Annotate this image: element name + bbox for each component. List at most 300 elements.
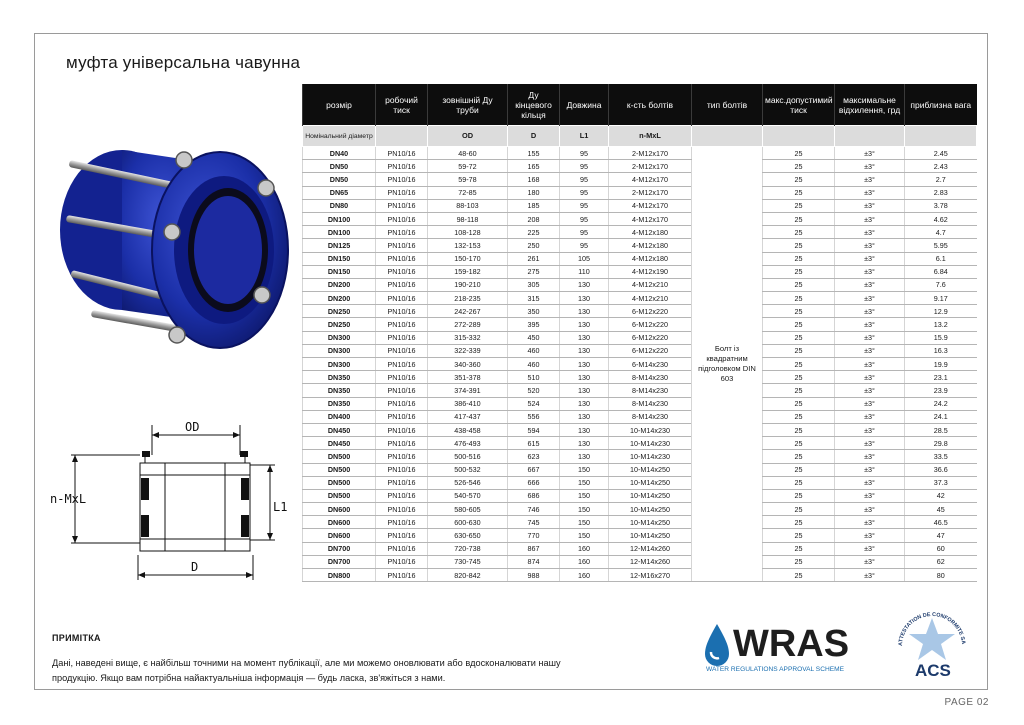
- subheader-cell: Номінальний діаметр: [303, 126, 376, 147]
- table-cell: DN500: [303, 450, 376, 463]
- table-cell: 275: [508, 265, 560, 278]
- table-cell: PN10/16: [376, 476, 428, 489]
- table-row: [303, 371, 977, 384]
- table-cell: ±3°: [835, 147, 905, 160]
- drawing-label-d: D: [191, 560, 199, 574]
- table-cell: ±3°: [835, 450, 905, 463]
- table-cell: 130: [560, 410, 609, 423]
- table-cell: PN10/16: [376, 423, 428, 436]
- table-row: [303, 503, 977, 516]
- table-cell: 874: [508, 555, 560, 568]
- table-cell: DN600: [303, 529, 376, 542]
- table-cell: 25: [763, 450, 835, 463]
- table-row: [303, 212, 977, 225]
- table-cell: DN600: [303, 503, 376, 516]
- table-cell: 520: [508, 384, 560, 397]
- table-cell: DN500: [303, 476, 376, 489]
- table-cell: ±3°: [835, 529, 905, 542]
- table-cell: 25: [763, 344, 835, 357]
- note-text: Дані, наведені вище, є найбільш точними на момент публікації, але ми можемо оновлювати або вдосконалювати нашу продукцію. Якщо вам потрібна найактуальніша інформація — будь ласка, зв'яжіться з нами.: [52, 658, 561, 683]
- table-cell: ±3°: [835, 331, 905, 344]
- table-cell: 42: [905, 489, 977, 502]
- table-cell: 160: [560, 542, 609, 555]
- table-row: [303, 160, 977, 173]
- table-cell: 4-M12x210: [609, 278, 692, 291]
- col-header: розмір: [303, 84, 376, 126]
- table-cell: 29.8: [905, 437, 977, 450]
- subheader-cell: OD: [428, 126, 508, 147]
- col-header: приблизна вага: [905, 84, 977, 126]
- svg-text:ATTESTATION DE CONFORMITE SANI: ATTESTATION DE CONFORMITE SA: [897, 611, 966, 647]
- table-cell: 322-339: [428, 344, 508, 357]
- table-cell: 46.5: [905, 516, 977, 529]
- page-number: PAGE 02: [944, 697, 989, 708]
- col-header: Довжина: [560, 84, 609, 126]
- col-header: зовнішній Ду труби: [428, 84, 508, 126]
- table-cell: 130: [560, 278, 609, 291]
- table-cell: DN250: [303, 305, 376, 318]
- subheader-cell: L1: [560, 126, 609, 147]
- table-cell: 47: [905, 529, 977, 542]
- table-cell: ±3°: [835, 160, 905, 173]
- coupling-product-image: [52, 120, 292, 370]
- table-cell: 130: [560, 450, 609, 463]
- table-cell: PN10/16: [376, 358, 428, 371]
- table-cell: DN500: [303, 489, 376, 502]
- table-cell: 2.45: [905, 147, 977, 160]
- table-cell: PN10/16: [376, 463, 428, 476]
- table-cell: 25: [763, 489, 835, 502]
- table-cell: PN10/16: [376, 278, 428, 291]
- table-cell: 13.2: [905, 318, 977, 331]
- table-subheader-row: [303, 126, 977, 147]
- subheader-cell: n-MxL: [609, 126, 692, 147]
- table-cell: 623: [508, 450, 560, 463]
- table-row: [303, 384, 977, 397]
- table-cell: 526-546: [428, 476, 508, 489]
- table-cell: ±3°: [835, 265, 905, 278]
- table-cell: ±3°: [835, 173, 905, 186]
- table-cell: 450: [508, 331, 560, 344]
- table-cell: 160: [560, 555, 609, 568]
- table-cell: 25: [763, 186, 835, 199]
- acs-word: ACS: [915, 661, 951, 680]
- table-cell: 386-410: [428, 397, 508, 410]
- table-cell: 6-M12x220: [609, 344, 692, 357]
- table-row: [303, 252, 977, 265]
- table-row: [303, 199, 977, 212]
- table-row: [303, 186, 977, 199]
- table-cell: 37.3: [905, 476, 977, 489]
- table-cell: DN100: [303, 212, 376, 225]
- table-row: [303, 358, 977, 371]
- table-row: [303, 331, 977, 344]
- table-cell: DN400: [303, 410, 376, 423]
- table-cell: 130: [560, 437, 609, 450]
- table-cell: DN450: [303, 423, 376, 436]
- subheader-cell: [692, 126, 763, 147]
- table-cell: DN150: [303, 265, 376, 278]
- table-cell: 6.84: [905, 265, 977, 278]
- table-cell: PN10/16: [376, 371, 428, 384]
- table-cell: 4-M12x180: [609, 252, 692, 265]
- table-cell: 95: [560, 186, 609, 199]
- table-cell: 150-170: [428, 252, 508, 265]
- table-cell: 25: [763, 397, 835, 410]
- table-cell: 12-M16x270: [609, 569, 692, 582]
- table-cell: 867: [508, 542, 560, 555]
- table-row: [303, 278, 977, 291]
- table-cell: 150: [560, 489, 609, 502]
- table-cell: DN150: [303, 252, 376, 265]
- table-row: [303, 516, 977, 529]
- subheader-cell: [376, 126, 428, 147]
- table-row: [303, 397, 977, 410]
- table-cell: 95: [560, 160, 609, 173]
- table-cell: ±3°: [835, 186, 905, 199]
- table-cell: 25: [763, 503, 835, 516]
- table-cell: 460: [508, 344, 560, 357]
- table-cell: PN10/16: [376, 542, 428, 555]
- table-cell: 10-M14x250: [609, 516, 692, 529]
- table-cell: 4-M12x190: [609, 265, 692, 278]
- table-cell: DN100: [303, 226, 376, 239]
- table-cell: 4.62: [905, 212, 977, 225]
- table-cell: 130: [560, 358, 609, 371]
- table-cell: 160: [560, 569, 609, 582]
- col-header: максимальне відхилення, грд: [835, 84, 905, 126]
- table-cell: 630-650: [428, 529, 508, 542]
- table-cell: 25: [763, 371, 835, 384]
- table-cell: 25: [763, 384, 835, 397]
- table-cell: 23.1: [905, 371, 977, 384]
- table-cell: 340-360: [428, 358, 508, 371]
- col-header: тип болтів: [692, 84, 763, 126]
- table-cell: 770: [508, 529, 560, 542]
- table-cell: 4.7: [905, 226, 977, 239]
- table-cell: 25: [763, 292, 835, 305]
- table-cell: 12.9: [905, 305, 977, 318]
- wras-logo: [703, 616, 868, 674]
- table-cell: 25: [763, 542, 835, 555]
- table-cell: ±3°: [835, 516, 905, 529]
- table-cell: 4-M12x210: [609, 292, 692, 305]
- table-cell: 190-210: [428, 278, 508, 291]
- table-cell: 24.2: [905, 397, 977, 410]
- col-header: робочий тиск: [376, 84, 428, 126]
- table-cell: 2.83: [905, 186, 977, 199]
- table-row: [303, 292, 977, 305]
- table-cell: 667: [508, 463, 560, 476]
- table-cell: 460: [508, 358, 560, 371]
- table-cell: 88-103: [428, 199, 508, 212]
- table-cell: 594: [508, 423, 560, 436]
- table-row: [303, 489, 977, 502]
- table-cell: 12-M14x260: [609, 542, 692, 555]
- table-row: [303, 437, 977, 450]
- table-cell: ±3°: [835, 305, 905, 318]
- table-cell: ±3°: [835, 463, 905, 476]
- table-cell: ±3°: [835, 278, 905, 291]
- table-row: [303, 569, 977, 582]
- table-cell: 19.9: [905, 358, 977, 371]
- table-cell: 25: [763, 173, 835, 186]
- table-cell: 130: [560, 318, 609, 331]
- table-cell: 666: [508, 476, 560, 489]
- table-cell: 25: [763, 226, 835, 239]
- table-cell: 25: [763, 476, 835, 489]
- table-cell: 150: [560, 463, 609, 476]
- subheader-cell: [835, 126, 905, 147]
- table-cell: 820-842: [428, 569, 508, 582]
- table-cell: 615: [508, 437, 560, 450]
- page-title: муфта універсальна чавунна: [66, 53, 301, 72]
- table-cell: 10-M14x230: [609, 450, 692, 463]
- acs-star-icon: [909, 618, 955, 660]
- table-cell: 2.7: [905, 173, 977, 186]
- table-cell: 23.9: [905, 384, 977, 397]
- drawing-label-od: OD: [185, 420, 200, 434]
- table-row: [303, 318, 977, 331]
- table-cell: 2-M12x170: [609, 160, 692, 173]
- table-cell: DN250: [303, 318, 376, 331]
- table-cell: 8-M14x230: [609, 384, 692, 397]
- table-cell: PN10/16: [376, 410, 428, 423]
- table-cell: 208: [508, 212, 560, 225]
- table-cell: 59-78: [428, 173, 508, 186]
- wras-tagline: WATER REGULATIONS APPROVAL SCHEME: [706, 666, 845, 673]
- table-cell: ±3°: [835, 252, 905, 265]
- table-cell: PN10/16: [376, 226, 428, 239]
- table-cell: 25: [763, 252, 835, 265]
- table-cell: PN10/16: [376, 331, 428, 344]
- table-cell: 25: [763, 463, 835, 476]
- table-cell: 272-289: [428, 318, 508, 331]
- table-cell: 6-M12x220: [609, 331, 692, 344]
- table-cell: 10-M14x250: [609, 489, 692, 502]
- table-cell: PN10/16: [376, 318, 428, 331]
- table-cell: 130: [560, 371, 609, 384]
- table-cell: ±3°: [835, 318, 905, 331]
- table-cell: PN10/16: [376, 555, 428, 568]
- table-cell: 6-M14x230: [609, 358, 692, 371]
- table-cell: 9.17: [905, 292, 977, 305]
- table-cell: 8-M14x230: [609, 397, 692, 410]
- table-cell: 95: [560, 199, 609, 212]
- table-cell: 600-630: [428, 516, 508, 529]
- table-cell: 746: [508, 503, 560, 516]
- table-cell: 25: [763, 358, 835, 371]
- table-cell: 80: [905, 569, 977, 582]
- table-cell: 25: [763, 212, 835, 225]
- col-header: Ду кінцевого кільця: [508, 84, 560, 126]
- table-cell: ±3°: [835, 397, 905, 410]
- table-cell: 261: [508, 252, 560, 265]
- col-header: к-сть болтів: [609, 84, 692, 126]
- note-title: ПРИМІТКА: [52, 633, 101, 643]
- table-cell: 130: [560, 397, 609, 410]
- table-cell: 25: [763, 305, 835, 318]
- table-cell: PN10/16: [376, 344, 428, 357]
- table-cell: PN10/16: [376, 239, 428, 252]
- table-cell: 165: [508, 160, 560, 173]
- table-cell: 60: [905, 542, 977, 555]
- table-cell: 10-M14x230: [609, 423, 692, 436]
- table-cell: ±3°: [835, 344, 905, 357]
- table-cell: ±3°: [835, 569, 905, 582]
- table-cell: 10-M14x250: [609, 529, 692, 542]
- table-row: [303, 476, 977, 489]
- table-cell: 438-458: [428, 423, 508, 436]
- coupling-technical-drawing: [45, 415, 295, 590]
- table-cell: 25: [763, 437, 835, 450]
- table-cell: ±3°: [835, 371, 905, 384]
- table-cell: ±3°: [835, 437, 905, 450]
- table-cell: 2-M12x170: [609, 186, 692, 199]
- table-row: [303, 529, 977, 542]
- table-cell: 8-M14x230: [609, 371, 692, 384]
- table-cell: 2-M12x170: [609, 147, 692, 160]
- table-cell: DN50: [303, 160, 376, 173]
- table-cell: 132-153: [428, 239, 508, 252]
- table-cell: ±3°: [835, 423, 905, 436]
- table-cell: 130: [560, 305, 609, 318]
- table-cell: PN10/16: [376, 212, 428, 225]
- wras-word: WRAS: [733, 623, 850, 665]
- table-cell: 540-570: [428, 489, 508, 502]
- table-cell: 33.5: [905, 450, 977, 463]
- table-cell: 4-M12x180: [609, 239, 692, 252]
- table-cell: ±3°: [835, 226, 905, 239]
- table-row: [303, 344, 977, 357]
- table-cell: DN200: [303, 292, 376, 305]
- table-cell: ±3°: [835, 555, 905, 568]
- table-row: [303, 463, 977, 476]
- table-cell: DN500: [303, 463, 376, 476]
- table-cell: 185: [508, 199, 560, 212]
- table-cell: PN10/16: [376, 265, 428, 278]
- table-cell: 988: [508, 569, 560, 582]
- table-cell: 25: [763, 423, 835, 436]
- table-cell: DN350: [303, 384, 376, 397]
- table-cell: 150: [560, 516, 609, 529]
- table-cell: 59-72: [428, 160, 508, 173]
- table-cell: DN40: [303, 147, 376, 160]
- table-cell: 25: [763, 318, 835, 331]
- table-cell: DN300: [303, 331, 376, 344]
- table-cell: PN10/16: [376, 292, 428, 305]
- table-cell: 150: [560, 529, 609, 542]
- table-cell: ±3°: [835, 384, 905, 397]
- table-cell: 500-516: [428, 450, 508, 463]
- table-cell: 350: [508, 305, 560, 318]
- table-cell: PN10/16: [376, 252, 428, 265]
- table-cell: DN350: [303, 397, 376, 410]
- table-cell: PN10/16: [376, 516, 428, 529]
- subheader-cell: [763, 126, 835, 147]
- subheader-cell: [905, 126, 977, 147]
- table-row: [303, 410, 977, 423]
- table-cell: ±3°: [835, 503, 905, 516]
- table-cell: 8-M14x230: [609, 410, 692, 423]
- table-cell: 305: [508, 278, 560, 291]
- table-cell: ±3°: [835, 358, 905, 371]
- table-cell: 24.1: [905, 410, 977, 423]
- table-cell: 10-M14x250: [609, 503, 692, 516]
- table-cell: PN10/16: [376, 199, 428, 212]
- table-cell: 28.5: [905, 423, 977, 436]
- table-cell: 7.6: [905, 278, 977, 291]
- table-cell: 150: [560, 503, 609, 516]
- table-cell: 25: [763, 278, 835, 291]
- table-cell: 130: [560, 423, 609, 436]
- table-cell: 315-332: [428, 331, 508, 344]
- table-cell: 25: [763, 555, 835, 568]
- table-row: [303, 542, 977, 555]
- table-cell: 5.95: [905, 239, 977, 252]
- table-cell: 130: [560, 331, 609, 344]
- table-cell: DN700: [303, 555, 376, 568]
- table-header-row: [303, 84, 977, 126]
- table-cell: 25: [763, 239, 835, 252]
- table-cell: 130: [560, 344, 609, 357]
- table-cell: DN800: [303, 569, 376, 582]
- table-cell: PN10/16: [376, 489, 428, 502]
- table-cell: 510: [508, 371, 560, 384]
- table-cell: PN10/16: [376, 384, 428, 397]
- table-cell: 6-M12x220: [609, 305, 692, 318]
- bolt-type-cell: Болт із квадратним підголовком DIN 603: [692, 147, 763, 582]
- table-cell: ±3°: [835, 489, 905, 502]
- table-cell: 25: [763, 265, 835, 278]
- table-cell: 25: [763, 516, 835, 529]
- table-cell: 130: [560, 384, 609, 397]
- table-cell: 95: [560, 226, 609, 239]
- table-cell: 48-60: [428, 147, 508, 160]
- table-cell: 25: [763, 529, 835, 542]
- drawing-label-nmxl: n-MxL: [50, 492, 87, 506]
- table-cell: 500-532: [428, 463, 508, 476]
- col-header: макс.допустимий тиск: [763, 84, 835, 126]
- table-row: [303, 450, 977, 463]
- table-cell: 218-235: [428, 292, 508, 305]
- table-cell: PN10/16: [376, 437, 428, 450]
- table-cell: DN700: [303, 542, 376, 555]
- table-cell: 4-M12x170: [609, 212, 692, 225]
- table-cell: DN600: [303, 516, 376, 529]
- table-cell: PN10/16: [376, 569, 428, 582]
- table-cell: 95: [560, 147, 609, 160]
- table-row: [303, 239, 977, 252]
- table-cell: 351-378: [428, 371, 508, 384]
- subheader-cell: D: [508, 126, 560, 147]
- table-cell: 580-605: [428, 503, 508, 516]
- table-cell: DN300: [303, 358, 376, 371]
- table-cell: 225: [508, 226, 560, 239]
- table-cell: ±3°: [835, 292, 905, 305]
- acs-logo: [892, 600, 972, 680]
- table-row: [303, 265, 977, 278]
- table-cell: DN200: [303, 278, 376, 291]
- table-cell: 25: [763, 569, 835, 582]
- table-cell: 524: [508, 397, 560, 410]
- table-cell: 155: [508, 147, 560, 160]
- table-cell: 45: [905, 503, 977, 516]
- table-cell: 105: [560, 252, 609, 265]
- table-cell: 108-128: [428, 226, 508, 239]
- table-row: [303, 173, 977, 186]
- table-cell: 395: [508, 318, 560, 331]
